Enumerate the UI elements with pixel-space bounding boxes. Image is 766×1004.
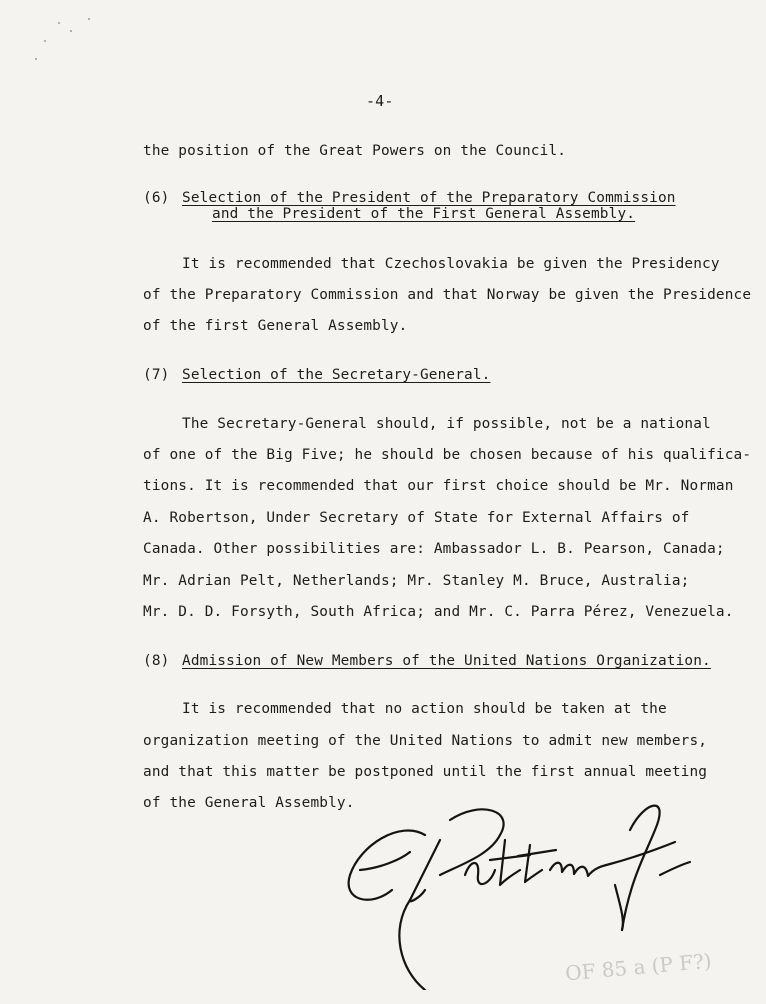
paper-speck <box>88 18 90 20</box>
paper-speck <box>58 22 60 24</box>
section-heading: Selection of the Secretary-General. <box>182 367 491 383</box>
text-line: Mr. D. D. Forsyth, South Africa; and Mr. C. Parra Pérez, Venezuela. <box>143 604 734 620</box>
text-line: tions. It is recommended that our first choice should be Mr. Norman <box>143 478 734 494</box>
text-line: Mr. Adrian Pelt, Netherlands; Mr. Stanley M. Bruce, Australia; <box>143 573 690 589</box>
page-number: -4- <box>366 92 394 110</box>
paper-speck <box>35 58 37 60</box>
text-line: Canada. Other possibilities are: Ambassador L. B. Pearson, Canada; <box>143 541 725 557</box>
text-line: of the first General Assembly. <box>143 318 408 334</box>
text-line: of one of the Big Five; he should be chosen because of his qualifica- <box>143 447 752 463</box>
section-heading: Admission of New Members of the United Nations Organization. <box>182 653 711 669</box>
handwritten-note: OF 85 a (P F?) <box>564 948 713 986</box>
text-line: organization meeting of the United Nations to admit new members, <box>143 733 708 749</box>
text-line: A. Robertson, Under Secretary of State for External Affairs of <box>143 510 690 526</box>
text-line: It is recommended that Czechoslovakia be given the Presidency <box>182 256 720 272</box>
section-number: (6) <box>143 190 170 206</box>
section-heading: and the President of the First General Assembly. <box>212 206 636 222</box>
section-heading: Selection of the President of the Preparatory Commission <box>182 190 676 206</box>
section-number: (8) <box>143 653 170 669</box>
text-line: of the Preparatory Commission and that Norway be given the Presidence <box>143 287 752 303</box>
text-line: and that this matter be postponed until the first annual meeting <box>143 764 708 780</box>
text-line: the position of the Great Powers on the Council. <box>143 143 567 159</box>
paper-speck <box>44 40 46 42</box>
text-line: of the General Assembly. <box>143 795 355 811</box>
section-number: (7) <box>143 367 170 383</box>
text-line: The Secretary-General should, if possible, not be a national <box>182 416 711 432</box>
paper-speck <box>70 30 72 32</box>
text-line: It is recommended that no action should be taken at the <box>182 701 667 717</box>
